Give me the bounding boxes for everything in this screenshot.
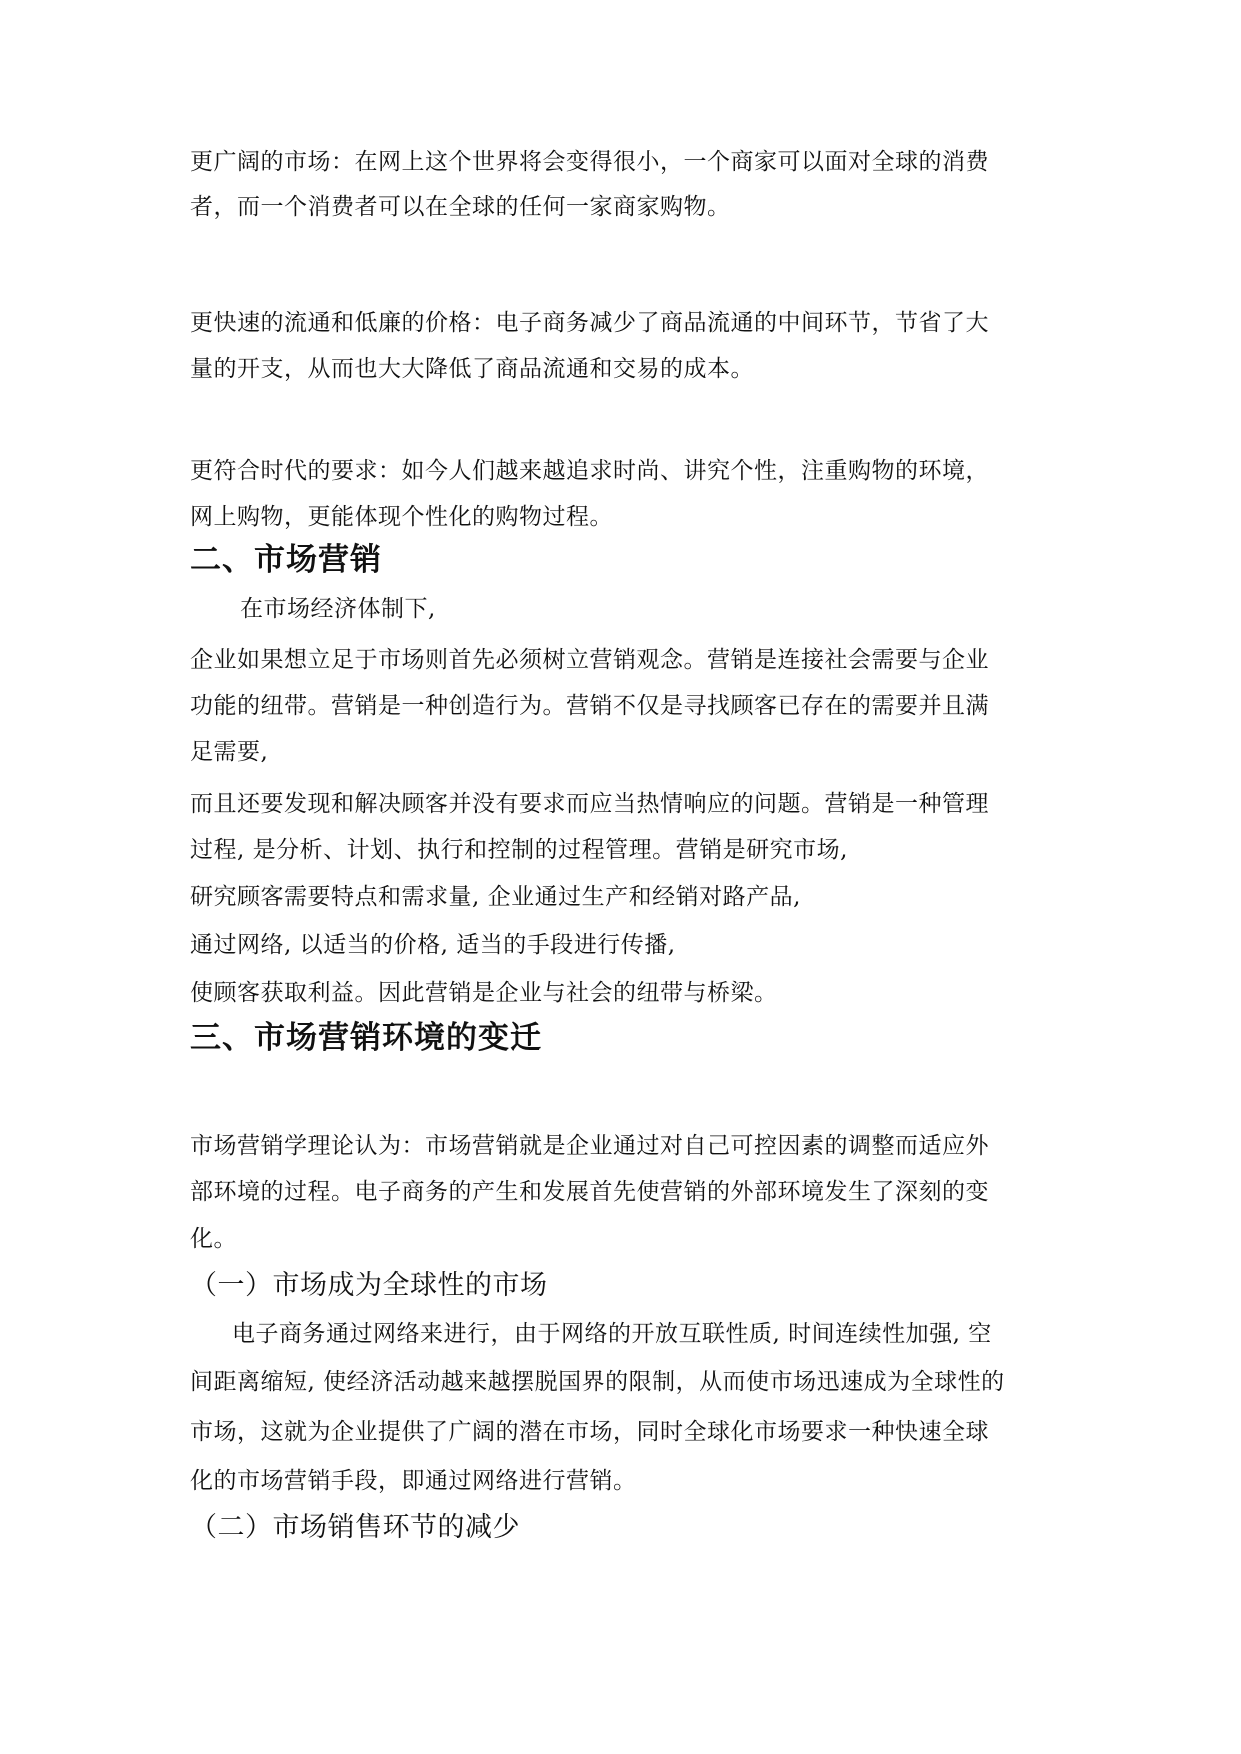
paragraph-line: 更广阔的市场：在网上这个世界将会变得很小，一个商家可以面对全球的消费: [190, 149, 989, 175]
section-heading: 二、市场营销: [190, 542, 382, 578]
paragraph-line: 电子商务通过网络来进行，由于网络的开放互联性质, 时间连续性加强, 空: [232, 1321, 992, 1347]
paragraph-line: 通过网络, 以适当的价格, 适当的手段进行传播,: [190, 932, 676, 958]
paragraph-line: 企业如果想立足于市场则首先必须树立营销观念。营销是连接社会需要与企业: [190, 647, 989, 673]
paragraph-line: 研究顾客需要特点和需求量, 企业通过生产和经销对路产品,: [190, 884, 801, 910]
paragraph-line: 市场营销学理论认为：市场营销就是企业通过对自己可控因素的调整而适应外: [190, 1133, 989, 1159]
paragraph-line: 更符合时代的要求：如今人们越来越追求时尚、讲究个性，注重购物的环境，: [190, 458, 989, 484]
paragraph-line: 更快速的流通和低廉的价格：电子商务减少了商品流通的中间环节，节省了大: [190, 310, 989, 336]
paragraph-line: 者，而一个消费者可以在全球的任何一家商家购物。: [190, 194, 731, 220]
paragraph-line: 化。: [190, 1226, 237, 1252]
paragraph-line: 在市场经济体制下,: [240, 596, 436, 622]
paragraph-line: 足需要,: [190, 739, 269, 765]
paragraph-line: 间距离缩短, 使经济活动越来越摆脱国界的限制，从而使市场迅速成为全球性的: [190, 1369, 1005, 1395]
subsection-heading: （一）市场成为全球性的市场: [190, 1270, 548, 1301]
paragraph-line: 市场，这就为企业提供了广阔的潜在市场，同时全球化市场要求一种快速全球: [190, 1419, 989, 1445]
paragraph-line: 化的市场营销手段，即通过网络进行营销。: [190, 1468, 637, 1494]
paragraph-line: 过程, 是分析、计划、执行和控制的过程管理。营销是研究市场,: [190, 837, 848, 863]
paragraph-line: 网上购物，更能体现个性化的购物过程。: [190, 504, 613, 530]
paragraph-line: 部环境的过程。电子商务的产生和发展首先使营销的外部环境发生了深刻的变: [190, 1179, 989, 1205]
section-heading: 三、市场营销环境的变迁: [190, 1020, 542, 1056]
paragraph-line: 使顾客获取利益。因此营销是企业与社会的纽带与桥梁。: [190, 980, 778, 1006]
paragraph-line: 量的开支，从而也大大降低了商品流通和交易的成本。: [190, 356, 754, 382]
subsection-heading: （二）市场销售环节的减少: [190, 1512, 520, 1543]
paragraph-line: 功能的纽带。营销是一种创造行为。营销不仅是寻找顾客已存在的需要并且满: [190, 693, 989, 719]
paragraph-line: 而且还要发现和解决顾客并没有要求而应当热情响应的问题。营销是一种管理: [190, 791, 989, 817]
